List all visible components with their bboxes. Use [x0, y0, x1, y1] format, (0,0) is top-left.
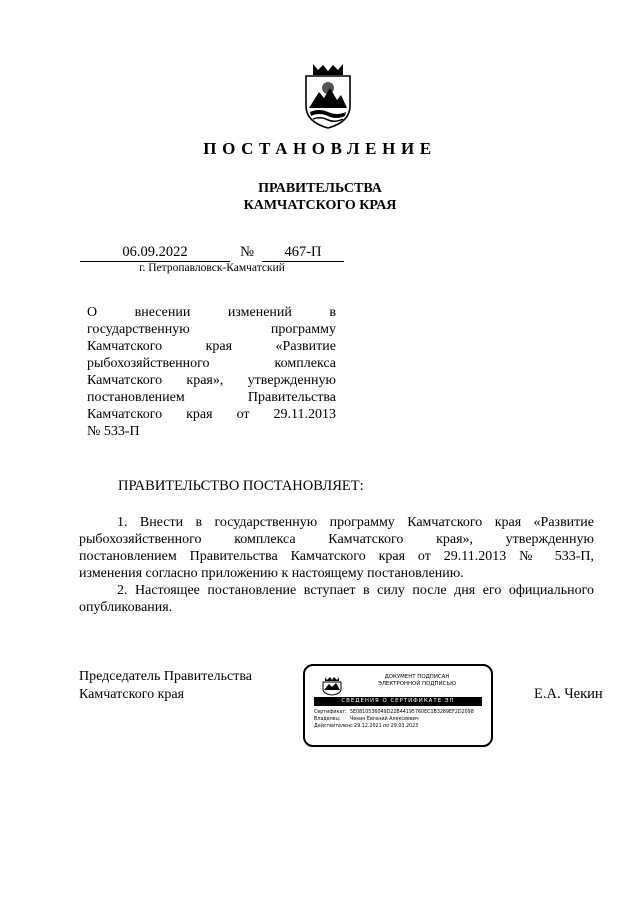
paragraph-line: постановлением Правительства Камчатского края от 29.11.2013 № 533-П, — [79, 549, 594, 564]
issuer-line: КАМЧАТСКОГО КРАЯ — [243, 198, 397, 213]
decree-intro: ПРАВИТЕЛЬСТВО ПОСТАНОВЛЯЕТ: — [118, 478, 364, 494]
document-number: 467-П — [262, 244, 344, 262]
coat-of-arms-icon — [319, 674, 345, 696]
document-type: ПОСТАНОВЛЕНИЕ — [203, 139, 437, 158]
issuer-line: ПРАВИТЕЛЬСТВА — [258, 181, 382, 196]
subject-line: Камчатского края», утвержденную — [87, 373, 336, 388]
subject-line: Камчатского края от 29.11.2013 — [87, 407, 336, 422]
certificate-label: Сертификат: — [314, 710, 347, 715]
certificate-row — [314, 710, 474, 716]
validity-value: с 29.12.2021 по 29.03.2023 — [350, 724, 419, 729]
paragraph-line: 2. Настоящее постановление вступает в силу после дня его официального — [117, 583, 594, 598]
signatory-title — [79, 668, 252, 704]
subject-line: № 533-П — [87, 424, 140, 439]
signatory-title-line: Председатель Правительства — [79, 669, 252, 684]
owner-value: Чекин Евгений Алексеевич — [350, 717, 419, 722]
validity-label: Действителен — [314, 724, 351, 729]
document-subject — [87, 304, 336, 440]
paragraph-2 — [79, 582, 594, 616]
validity-row — [314, 724, 418, 730]
coat-of-arms-icon — [303, 62, 353, 130]
paragraph-1 — [79, 514, 594, 582]
stamp-heading-line: ДОКУМЕНТ ПОДПИСАН — [384, 674, 450, 680]
signatory-title-line: Камчатского края — [79, 687, 185, 702]
owner-row — [314, 717, 419, 723]
e-signature-stamp — [303, 664, 493, 747]
document-date: 06.09.2022 — [80, 244, 230, 262]
subject-line: О внесении изменений в — [87, 305, 336, 320]
number-sign: № — [240, 244, 254, 260]
paragraph-line: опубликования. — [79, 600, 173, 615]
stamp-heading-line: ЭЛЕКТРОННОЙ ПОДПИСЬЮ — [378, 681, 456, 687]
city: г. Петропавловск-Камчатский — [139, 262, 285, 274]
stamp-banner: СВЕДЕНИЯ О СЕРТИФИКАТЕ ЭП — [314, 697, 482, 706]
subject-line: государственную программу — [87, 322, 336, 337]
signer-name: Е.А. Чекин — [534, 686, 603, 702]
subject-line: рыбохозяйственного комплекса — [87, 356, 336, 371]
subject-line: Камчатского края «Развитие — [87, 339, 336, 354]
owner-label: Владелец: — [314, 717, 341, 722]
certificate-value: 5E0810536049D22B44195760EC1B3289EF2D2098 — [350, 710, 474, 715]
issuer — [0, 180, 640, 214]
subject-line: постановлением Правительства — [87, 390, 336, 405]
paragraph-line: изменения согласно приложению к настоящему постановлению. — [79, 566, 464, 581]
paragraph-line: рыбохозяйственного комплекса Камчатского края», утвержденную — [79, 532, 594, 547]
paragraph-line: 1. Внести в государственную программу Камчатского края «Развитие — [117, 515, 594, 530]
stamp-heading — [349, 674, 485, 688]
